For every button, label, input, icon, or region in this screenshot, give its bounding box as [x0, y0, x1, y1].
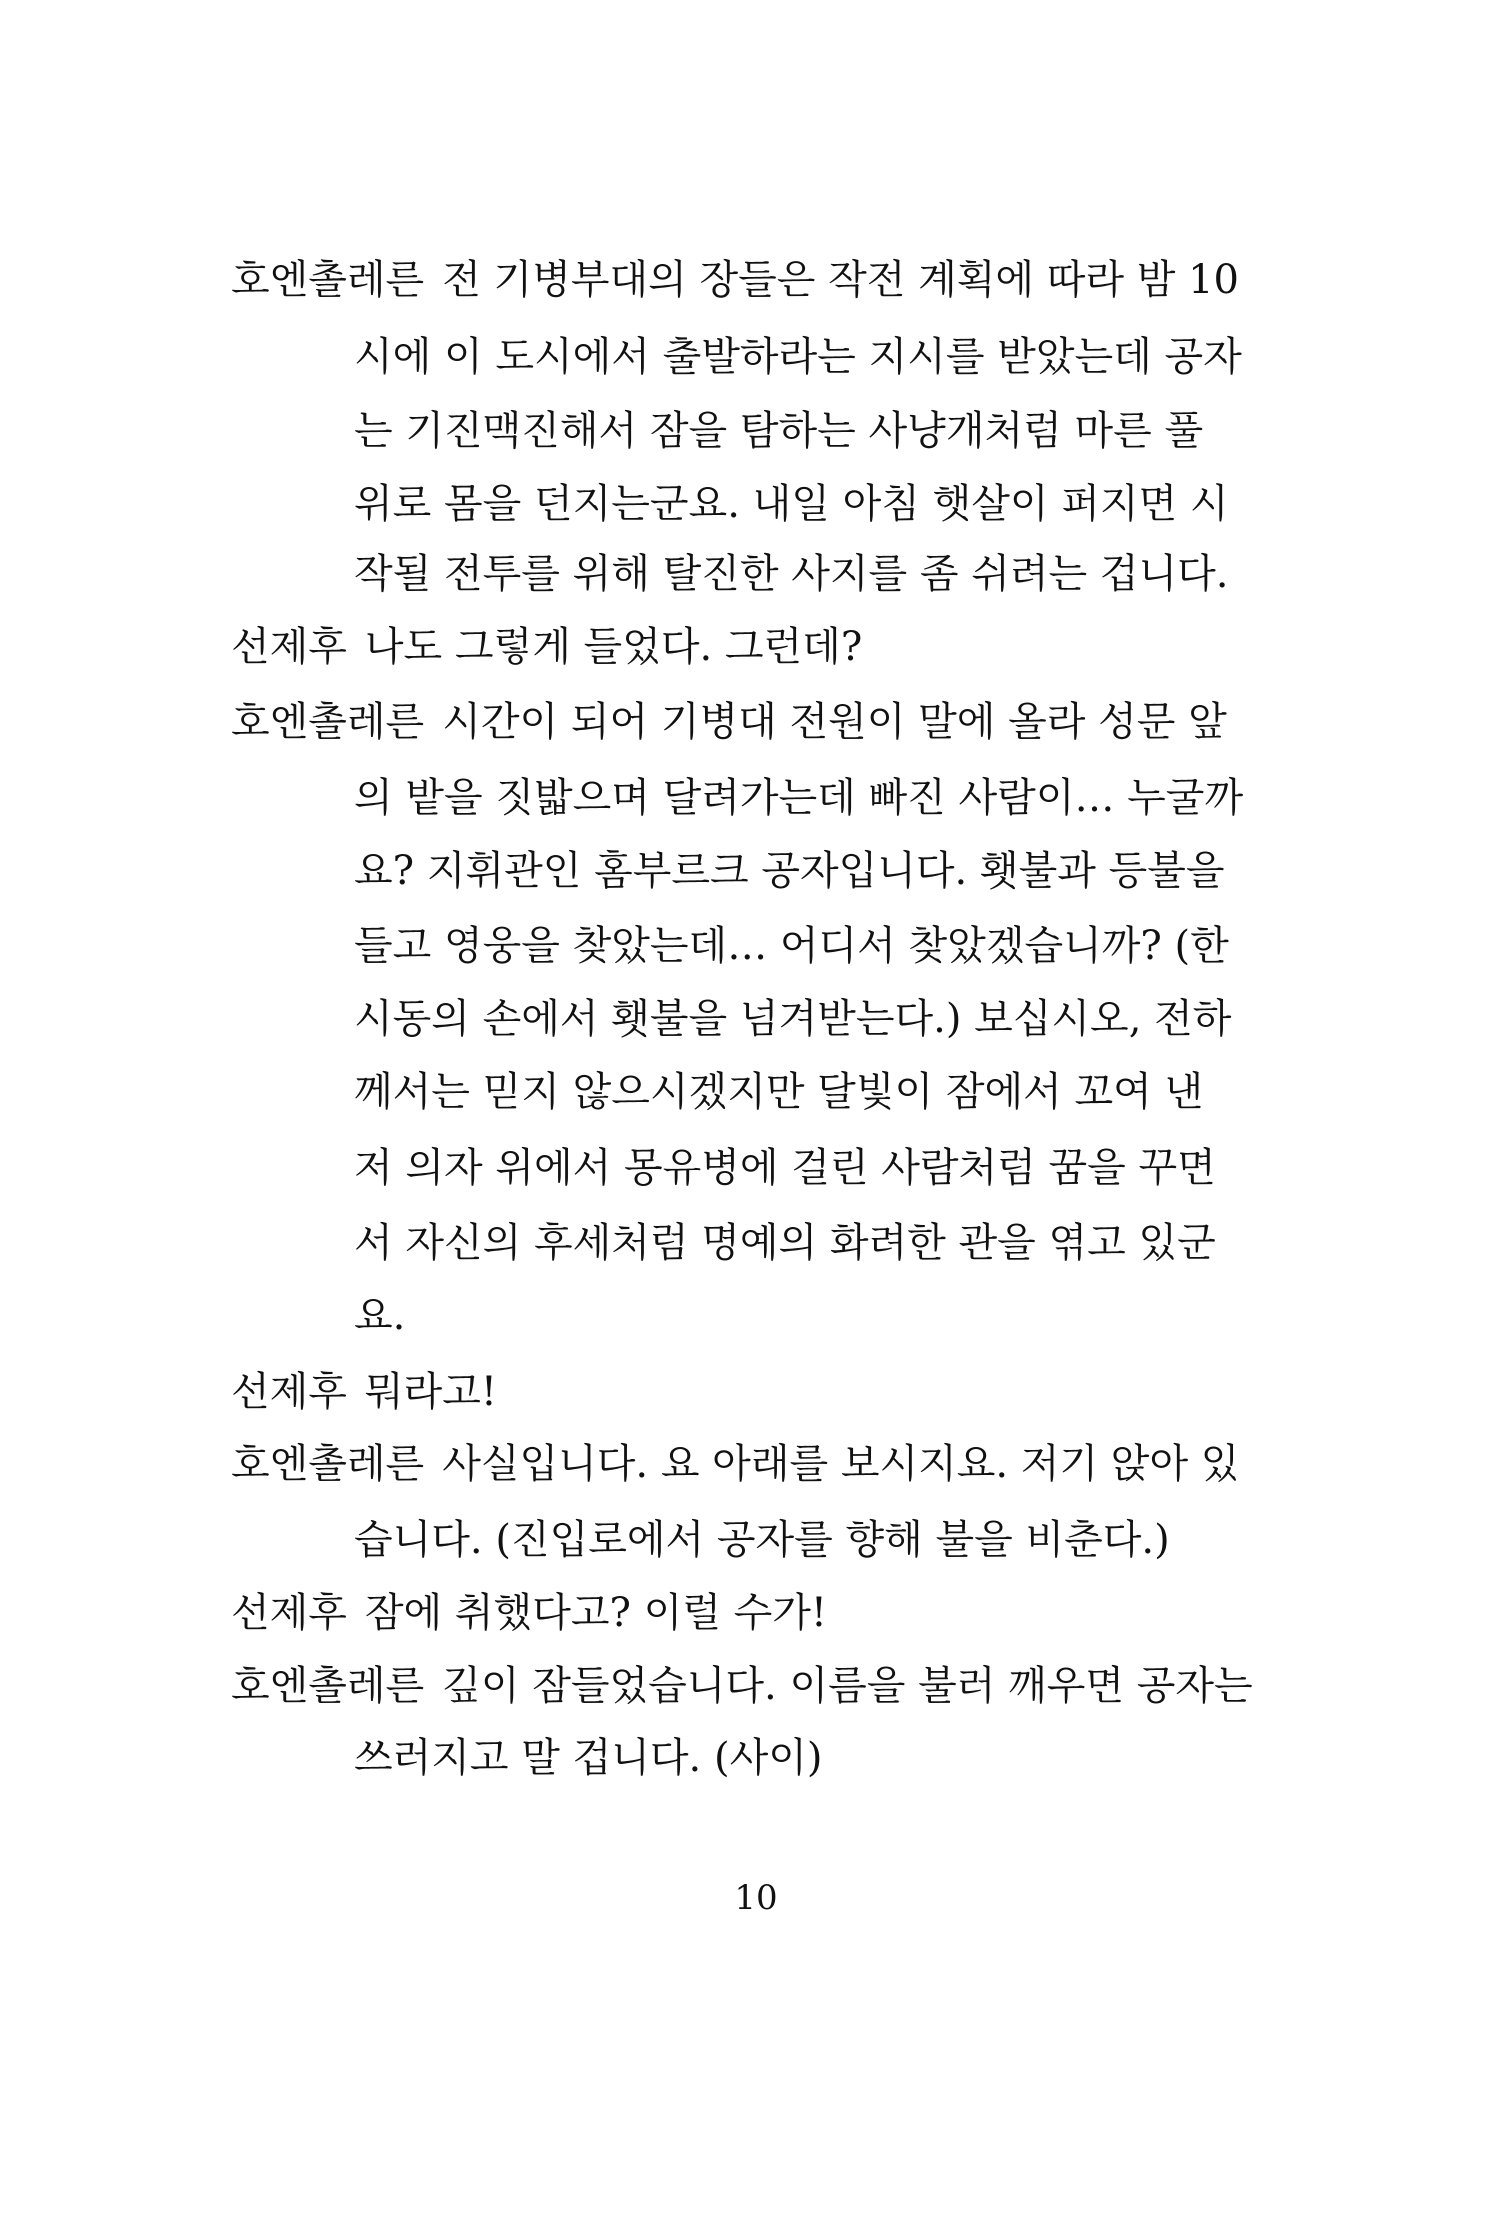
speaker-name: 선제후 — [231, 1370, 347, 1414]
dialogue-text: 위로 몸을 던지는군요. 내일 아침 햇살이 퍼지면 시 — [354, 481, 1229, 527]
dialogue-text: 뭐라고! — [364, 1369, 497, 1415]
speaker-name: 호엔촐레른 — [231, 1664, 425, 1708]
speech-first-line — [231, 1587, 1166, 1639]
speech-first-line — [231, 1366, 1166, 1418]
dialogue-text: 습니다. (진입로에서 공자를 향해 불을 비춘다.) — [354, 1517, 1170, 1563]
speech-first-line — [231, 621, 1166, 673]
dialogue-text: 시동의 손에서 횃불을 넘겨받는다.) 보십시오, 전하 — [354, 996, 1232, 1042]
speech-continuation-line — [354, 1142, 1216, 1194]
page-number: 10 — [734, 1878, 778, 1918]
speech-continuation-line — [354, 772, 1244, 824]
speech-first-line — [231, 696, 1227, 748]
dialogue-text: 의 밭을 짓밟으며 달려가는데 빠진 사람이… 누굴까 — [354, 775, 1244, 821]
dialogue-text: 나도 그렇게 들었다. 그런데? — [364, 624, 863, 670]
dialogue-text: 시에 이 도시에서 출발하라는 지시를 받았는데 공자 — [354, 334, 1242, 380]
speech-continuation-line — [354, 1514, 1170, 1566]
speech-continuation-line — [354, 993, 1232, 1045]
dialogue-text: 께서는 믿지 않으시겠지만 달빛이 잠에서 꼬여 낸 — [354, 1069, 1204, 1115]
dialogue-text: 서 자신의 후세처럼 명예의 화려한 관을 엮고 있군 — [354, 1220, 1216, 1266]
dialogue-text: 들고 영웅을 찾았는데… 어디서 찾았겠습니까? (한 — [354, 923, 1229, 969]
speech-continuation-line — [354, 1290, 405, 1342]
speaker-name: 선제후 — [231, 625, 347, 669]
speech-continuation-line — [354, 331, 1242, 383]
speech-continuation-line — [354, 845, 1225, 897]
dialogue-text: 잠에 취했다고? 이럴 수가! — [364, 1590, 827, 1636]
speech-continuation-line — [354, 1066, 1204, 1118]
speaker-name: 호엔촐레른 — [231, 700, 425, 744]
speech-continuation-line — [354, 548, 1229, 600]
dialogue-text: 시간이 되어 기병대 전원이 말에 올라 성문 앞 — [442, 699, 1227, 745]
speaker-name: 호엔촐레른 — [231, 1442, 425, 1486]
dialogue-text: 전 기병부대의 장들은 작전 계획에 따라 밤 10 — [442, 257, 1239, 303]
dialogue-text: 깊이 잠들었습니다. 이름을 불러 깨우면 공자는 — [442, 1663, 1253, 1709]
speech-continuation-line — [354, 1217, 1216, 1269]
dialogue-text: 쓰러지고 말 겁니다. (사이) — [354, 1735, 823, 1781]
speaker-name: 선제후 — [231, 1591, 347, 1635]
dialogue-text: 는 기진맥진해서 잠을 탐하는 사냥개처럼 마른 풀 — [354, 408, 1204, 454]
dialogue-text: 사실입니다. 요 아래를 보시지요. 저기 앉아 있 — [442, 1441, 1240, 1487]
speaker-name: 호엔촐레른 — [231, 258, 425, 302]
speech-first-line — [231, 1438, 1240, 1490]
speech-continuation-line — [354, 920, 1229, 972]
speech-continuation-line — [354, 1732, 822, 1784]
speech-first-line — [231, 1660, 1253, 1712]
speech-continuation-line — [354, 478, 1229, 530]
dialogue-text: 작될 전투를 위해 탈진한 사지를 좀 쉬려는 겁니다. — [354, 551, 1229, 597]
speech-continuation-line — [354, 405, 1204, 457]
dialogue-text: 요? 지휘관인 홈부르크 공자입니다. 횃불과 등불을 — [354, 848, 1225, 894]
speech-first-line — [231, 254, 1239, 306]
dialogue-text: 저 의자 위에서 몽유병에 걸린 사람처럼 꿈을 꾸면 — [354, 1145, 1216, 1191]
dialogue-text: 요. — [354, 1293, 406, 1339]
